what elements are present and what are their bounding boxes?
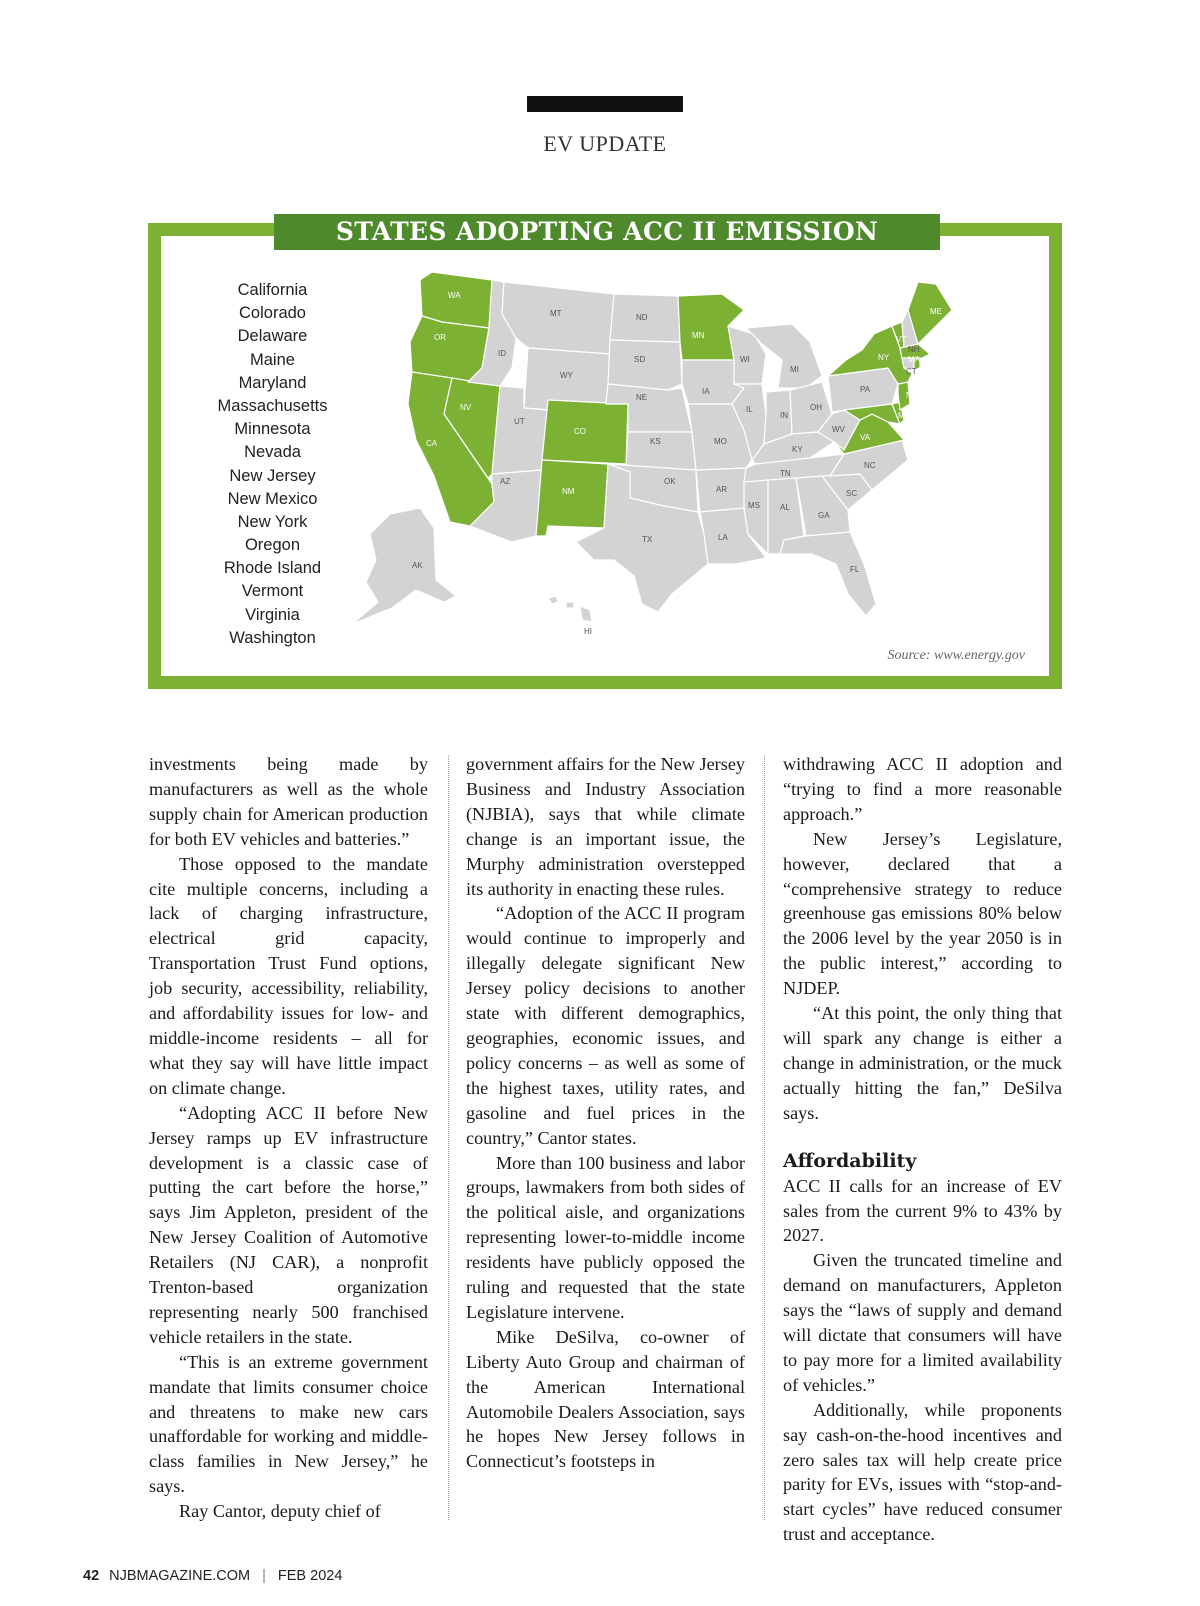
label-la: LA bbox=[718, 533, 728, 542]
label-vt: VT bbox=[896, 335, 907, 344]
state-list-item: New York bbox=[237, 512, 308, 531]
paragraph: Given the truncated timeline and demand on manufacturers, Appleton says the “laws of supply and demand will dictate that consumers will have to pay more for a limited availability of vehicles.” bbox=[783, 1250, 1062, 1395]
state-hi bbox=[548, 596, 592, 622]
label-me: ME bbox=[930, 307, 942, 316]
paragraph: Mike DeSilva, co-owner of Liberty Auto Group and chairman of the American International Automobile Dealers Association, says he hopes New Jersey follows in Connecticut’s footsteps in bbox=[466, 1326, 745, 1472]
state-list-item: Maryland bbox=[238, 373, 307, 392]
label-tx: TX bbox=[642, 535, 653, 544]
label-ny: NY bbox=[878, 353, 890, 362]
label-hi: HI bbox=[584, 627, 592, 636]
label-ky: KY bbox=[792, 445, 803, 454]
state-list-item: Virginia bbox=[245, 605, 300, 624]
state-list-item: Delaware bbox=[237, 327, 308, 346]
label-mi: MI bbox=[790, 365, 799, 374]
label-wi: WI bbox=[740, 355, 750, 364]
paragraph: New Jersey’s Legislature, however, declared that a “comprehensive strategy to reduce greenhouse gas emissions 80% below the 2006 level by the year 2050 is in the public interest,” according to NJDEP. bbox=[783, 828, 1062, 999]
label-nj: NJ bbox=[906, 391, 916, 400]
state-fl bbox=[780, 532, 876, 616]
paragraph: Additionally, while proponents say cash-on-the-hood incentives and zero sales tax will help create price parity for EVs, issues with “stop-and-start cycles” have reduced consumer trust and acceptance. bbox=[783, 1399, 1062, 1545]
label-or: OR bbox=[434, 333, 446, 342]
state-list-item: Colorado bbox=[239, 304, 306, 323]
us-map bbox=[352, 264, 992, 649]
label-oh: OH bbox=[810, 403, 822, 412]
label-nd: ND bbox=[636, 313, 648, 322]
label-mo: MO bbox=[714, 437, 727, 446]
label-ct: CT bbox=[906, 367, 917, 376]
map-title: STATES ADOPTING ACC II EMISSION STANDARDS bbox=[274, 214, 940, 250]
state-list-item: Massachusetts bbox=[217, 396, 328, 415]
label-ia: IA bbox=[702, 387, 710, 396]
label-mt: MT bbox=[550, 309, 562, 318]
article-column-3 bbox=[783, 752, 1062, 1547]
paragraph: Those opposed to the mandate cite multiple concerns, including a lack of charging infrastructure, electrical grid capacity, Transportation Trust Fund options, job security, accessibility, reliability, and affordability issues for low- and middle-income residents – all for what they say will have little impact on climate change. bbox=[149, 853, 428, 1098]
label-pa: PA bbox=[860, 385, 871, 394]
adopting-states-list bbox=[190, 279, 355, 650]
label-tn: TN bbox=[780, 469, 791, 478]
label-ak: AK bbox=[412, 561, 423, 570]
label-mn: MN bbox=[692, 331, 705, 340]
state-list-item: New Jersey bbox=[229, 466, 316, 485]
label-il: IL bbox=[746, 405, 753, 414]
paragraph: government affairs for the New Jersey Business and Industry Association (NJBIA), says that while climate change is an important issue, the Murphy administration overstepped its authority in enacting these rules. bbox=[466, 754, 745, 899]
state-list-item: Oregon bbox=[244, 536, 301, 555]
label-ks: KS bbox=[650, 437, 661, 446]
label-ne: NE bbox=[636, 393, 648, 402]
state-ak bbox=[352, 508, 456, 624]
column-divider bbox=[448, 755, 449, 1520]
state-list-item: Maine bbox=[250, 350, 295, 369]
state-list-item: Washington bbox=[229, 628, 316, 647]
state-list-item: California bbox=[237, 281, 308, 299]
state-list-item: Nevada bbox=[244, 443, 301, 462]
label-id: ID bbox=[498, 349, 506, 358]
paragraph: investments being made by manufacturers as well as the whole supply chain for American production for both EV vehicles and batteries.” bbox=[149, 754, 428, 849]
label-sc: SC bbox=[846, 489, 858, 498]
footer-site: NJBMAGAZINE.COM bbox=[109, 1568, 251, 1584]
column-divider bbox=[764, 755, 765, 1520]
label-nc: NC bbox=[864, 461, 876, 470]
article-column-1 bbox=[149, 752, 428, 1524]
label-va: VA bbox=[860, 433, 871, 442]
label-md: MD bbox=[898, 411, 911, 420]
state-sd bbox=[608, 340, 682, 390]
state-list-item: Rhode Island bbox=[223, 559, 322, 578]
label-ok: OK bbox=[664, 477, 676, 486]
label-sd: SD bbox=[634, 355, 646, 364]
label-ga: GA bbox=[818, 511, 830, 520]
page-number: 42 bbox=[83, 1568, 100, 1584]
state-list-item: Vermont bbox=[241, 582, 304, 601]
label-al: AL bbox=[780, 503, 790, 512]
paragraph: “At this point, the only thing that will spark any change is either a change in administration, or the muck actually hitting the fan,” DeSilva says. bbox=[783, 1003, 1062, 1123]
page-footer bbox=[83, 1568, 342, 1584]
article-column-2 bbox=[466, 752, 745, 1474]
paragraph: More than 100 business and labor groups, lawmakers from both sides of the political aisle, and organizations representing lower-to-middle income residents have publicly opposed the ruling and requested that the state Legislature intervene. bbox=[466, 1152, 745, 1322]
map-source-credit: Source: www.energy.gov bbox=[887, 648, 1025, 663]
label-nh: NH bbox=[908, 345, 920, 354]
footer-separator: | bbox=[262, 1568, 266, 1584]
state-mt bbox=[502, 282, 614, 354]
label-in: IN bbox=[780, 411, 788, 420]
state-list-item: New Mexico bbox=[227, 489, 318, 508]
label-ms: MS bbox=[748, 501, 760, 510]
label-wy: WY bbox=[560, 371, 573, 380]
state-nm bbox=[536, 460, 608, 536]
label-wa: WA bbox=[448, 291, 461, 300]
label-az: AZ bbox=[500, 477, 511, 486]
paragraph: withdrawing ACC II adoption and “trying to find a more reasonable approach.” bbox=[783, 754, 1062, 824]
paragraph: “Adoption of the ACC II program would continue to improperly and illegally delegate significant New Jersey policy decisions to another state with different demographics, geographies, economic issues, and policy concerns – as well as some of the highest taxes, utility rates, and gasoline and fuel prices in the country,” Cantor states. bbox=[466, 903, 745, 1148]
subhead-affordability: Affordability bbox=[783, 1149, 917, 1172]
label-ca: CA bbox=[426, 439, 438, 448]
paragraph: “This is an extreme government mandate that limits consumer choice and threatens to make new cars unaffordable for working and middle-class families in New Jersey,” he says. bbox=[149, 1351, 428, 1497]
label-wv: WV bbox=[832, 425, 845, 434]
state-list-item: Minnesota bbox=[234, 420, 311, 439]
footer-date: FEB 2024 bbox=[277, 1568, 343, 1584]
label-ar: AR bbox=[716, 485, 728, 494]
label-co: CO bbox=[574, 427, 586, 436]
top-accent-bar bbox=[527, 96, 683, 112]
paragraph: ACC II calls for an increase of EV sales from the current 9% to 43% by 2027. bbox=[783, 1175, 1062, 1246]
state-ks bbox=[626, 432, 696, 470]
paragraph: “Adopting ACC II before New Jersey ramps up EV infrastructure development is a classic case of putting the cart before the horse,” says Jim Appleton, president of the New Jersey Coalition of Automotive Retailers (NJ CAR), a nonprofit Trenton-based organization representing nearly 500 franchised vehicle retailers in the state. bbox=[149, 1102, 428, 1347]
paragraph: Ray Cantor, deputy chief of bbox=[179, 1501, 381, 1522]
label-fl: FL bbox=[850, 565, 860, 574]
label-nv: NV bbox=[460, 403, 472, 412]
label-nm: NM bbox=[562, 487, 575, 496]
section-label: EV UPDATE bbox=[543, 131, 667, 156]
label-ut: UT bbox=[514, 417, 525, 426]
label-ma: MA bbox=[908, 355, 920, 364]
